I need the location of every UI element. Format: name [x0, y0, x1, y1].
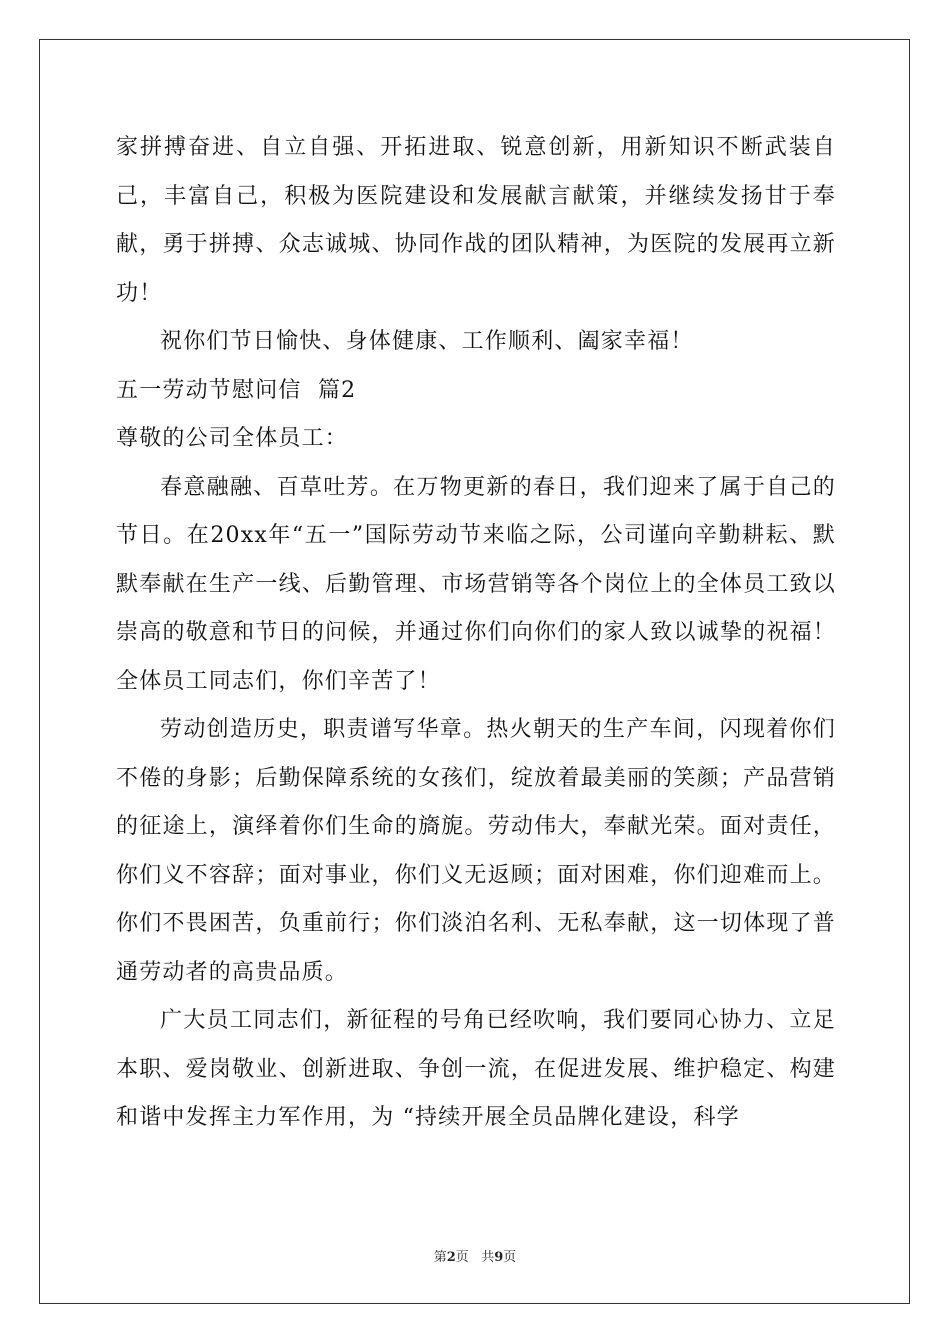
paragraph: 劳动创造历史，职责谱写华章。热火朝天的生产车间，闪现着你们不倦的身影；后勤保障系统的女孩们，绽放着最美丽的笑颜；产品营销的征途上，演绎着你们生命的旖旎。劳动伟大，奉献光荣。面对责任，你们义不容辞；面对事业，你们义无返顾；面对困难，你们迎难而上。你们不畏困苦，负重前行；你们淡泊名利、无私奉献，这一切体现了普通劳动者的高贵品质。 — [116, 717, 836, 985]
page-number: 2 — [446, 1250, 456, 1265]
paragraph: 祝你们节日愉快、身体健康、工作顺利、阖家幸福！ — [160, 329, 694, 354]
footer-prefix: 第 — [433, 1250, 447, 1265]
footer-page-suffix: 页 — [455, 1250, 469, 1265]
paragraph: 春意融融、百草吐芳。在万物更新的春日，我们迎来了属于自己的节日。在20xx年“五一”国际劳动节来临之际，公司谨向辛勤耕耘、默默奉献在生产一线、后勤管理、市场营销等各个岗位上的全体员工致以崇高的敬意和节日的问候，并通过你们向你们的家人致以诚挚的祝福！全体员工同志们，你们辛苦了！ — [116, 474, 836, 694]
section-heading: 五一劳动节慰问信 篇2 — [116, 377, 357, 403]
salutation: 尊敬的公司全体员工： — [116, 426, 349, 451]
document-body — [116, 124, 836, 1143]
page-footer — [0, 1246, 950, 1265]
footer-total-suffix: 页 — [503, 1250, 517, 1265]
paragraph: 广大员工同志们，新征程的号角已经吹响，我们要同心协力、立足本职、爱岗敬业、创新进取、争创一流，在促进发展、维护稳定、构建和谐中发挥主力军作用，为 “持续开展全员品牌化建设，科学 — [116, 1008, 836, 1130]
paragraph: 家拼搏奋进、自立自强、开拓进取、锐意创新，用新知识不断武装自己，丰富自己，积极为医院建设和发展献言献策，并继续发扬甘于奉献，勇于拼搏、众志诚城、协同作战的团队精神，为医院的发展再立新功！ — [116, 135, 836, 306]
total-pages: 9 — [494, 1250, 504, 1265]
footer-total-prefix: 共 — [481, 1250, 495, 1265]
